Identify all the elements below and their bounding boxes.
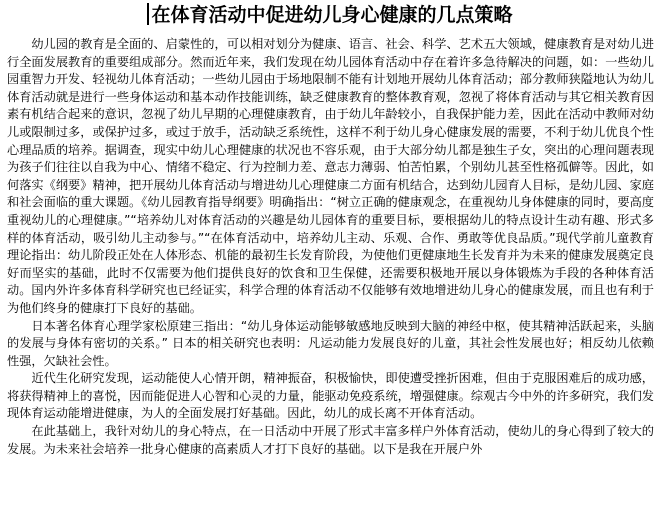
paragraph-1: 幼儿园的教育是全面的、启蒙性的，可以相对划分为健康、语言、社会、科学、艺术五大领域，健康教育是对幼儿进行全面发展教育的重要组成部分。然而近年来，我们发现在幼儿园体育活动中存在着许多急待解决的问题，如：一些幼儿园重智力开发、轻视幼儿体育活动；一些幼儿园由于场地限制不能有计划地开展幼儿体育活动；部分教师狭隘地认为幼儿体育活动就是进行一些身体运动和基本动作技能训练，缺乏健康教育的整体教育观，忽视了将体育活动与其它相关教育因素有机结合起来的意识，忽视了幼儿早期的心理健康教育，由于幼儿年龄较小，自我保护能力差，因此在活动中教师对幼儿或限制过多，或保护过多，或过于放手，活动缺乏系统性，这样不利于幼儿身心健康发展的需要，不利于幼儿优良个性心理品质的培养。据调查，现实中幼儿心理健康的状况也不容乐观，由于大部分幼儿都是独生子女，突出的心理问题表现为孩子们往往以自我为中心、情绪不稳定、行为控制力差、意志力薄弱、怕苦怕累，个别幼儿甚至性格孤僻等。因此，如何落实《纲要》精神，把开展幼儿体育活动与增进幼儿心理健康二方面有机结合，达到幼儿园育人目标，是幼儿园、家庭和社会面临的重大课题。《幼儿园教育指导纲要》明确指出：“树立正确的健康观念，在重视幼儿身体健康的同时，要高度重视幼儿的心理健康。”“培养幼儿对体育活动的兴趣是幼儿园体育的重要目标，要根据幼儿的特点设计生动有趣、形式多样的体育活动，吸引幼儿主动参与。”“在体育活动中，培养幼儿主动、乐观、合作、勇敢等优良品质。”现代学前儿童教育理论指出：幼儿阶段正处在人体形态、机能的最初生长发育阶段，为使他们更健康地生长发育并为未来的健康发展奠定良好而坚实的基础，此时不仅需要为他们提供良好的饮食和卫生保健，还需要积极地开展以身体锻炼为手段的各种体育活动。国内外许多体育科学研究也已经证实，科学合理的体育活动不仅能够有效地增进幼儿身心的健康发展，而且也有利于为他们终身的健康打下良好的基础。 [7,37,654,315]
document-title-line [0,2,660,28]
paragraph-3: 近代生化研究发现，运动能使人心情开朗，精神振奋，积极愉快，即使遭受挫折困难，但由于克服困难后的成功感，将获得精神上的喜悦，因而能促进人心智和心灵的力量，能驱动免疫系统，增强健康。综观古今中外的许多研究，我们发现体育运动能增进健康，为人的全面发展打好基础。因此，幼儿的成长离不开体育活动。 [7,371,654,421]
document-body [7,36,654,458]
text-cursor [147,3,149,25]
paragraph-2: 日本著名体育心理学家松原建三指出：“幼儿身体运动能够敏感地反映到大脑的神经中枢，使其精神活跃起来，头脑的发展与身体有密切的关系。” 日本的相关研究也表明：凡运动能力发展良好的儿童，其社会性发展也好；相反幼儿依赖性强，欠缺社会性。 [7,318,654,368]
paragraph-4: 在此基础上，我针对幼儿的身心特点，在一日活动中开展了形式丰富多样户外体育活动，使幼儿的身心得到了较大的发展。为未来社会培养一批身心健康的高素质人才打下良好的基础。以下是我在开展户外 [7,424,654,456]
document-title: 在体育活动中促进幼儿身心健康的几点策略 [151,4,513,26]
